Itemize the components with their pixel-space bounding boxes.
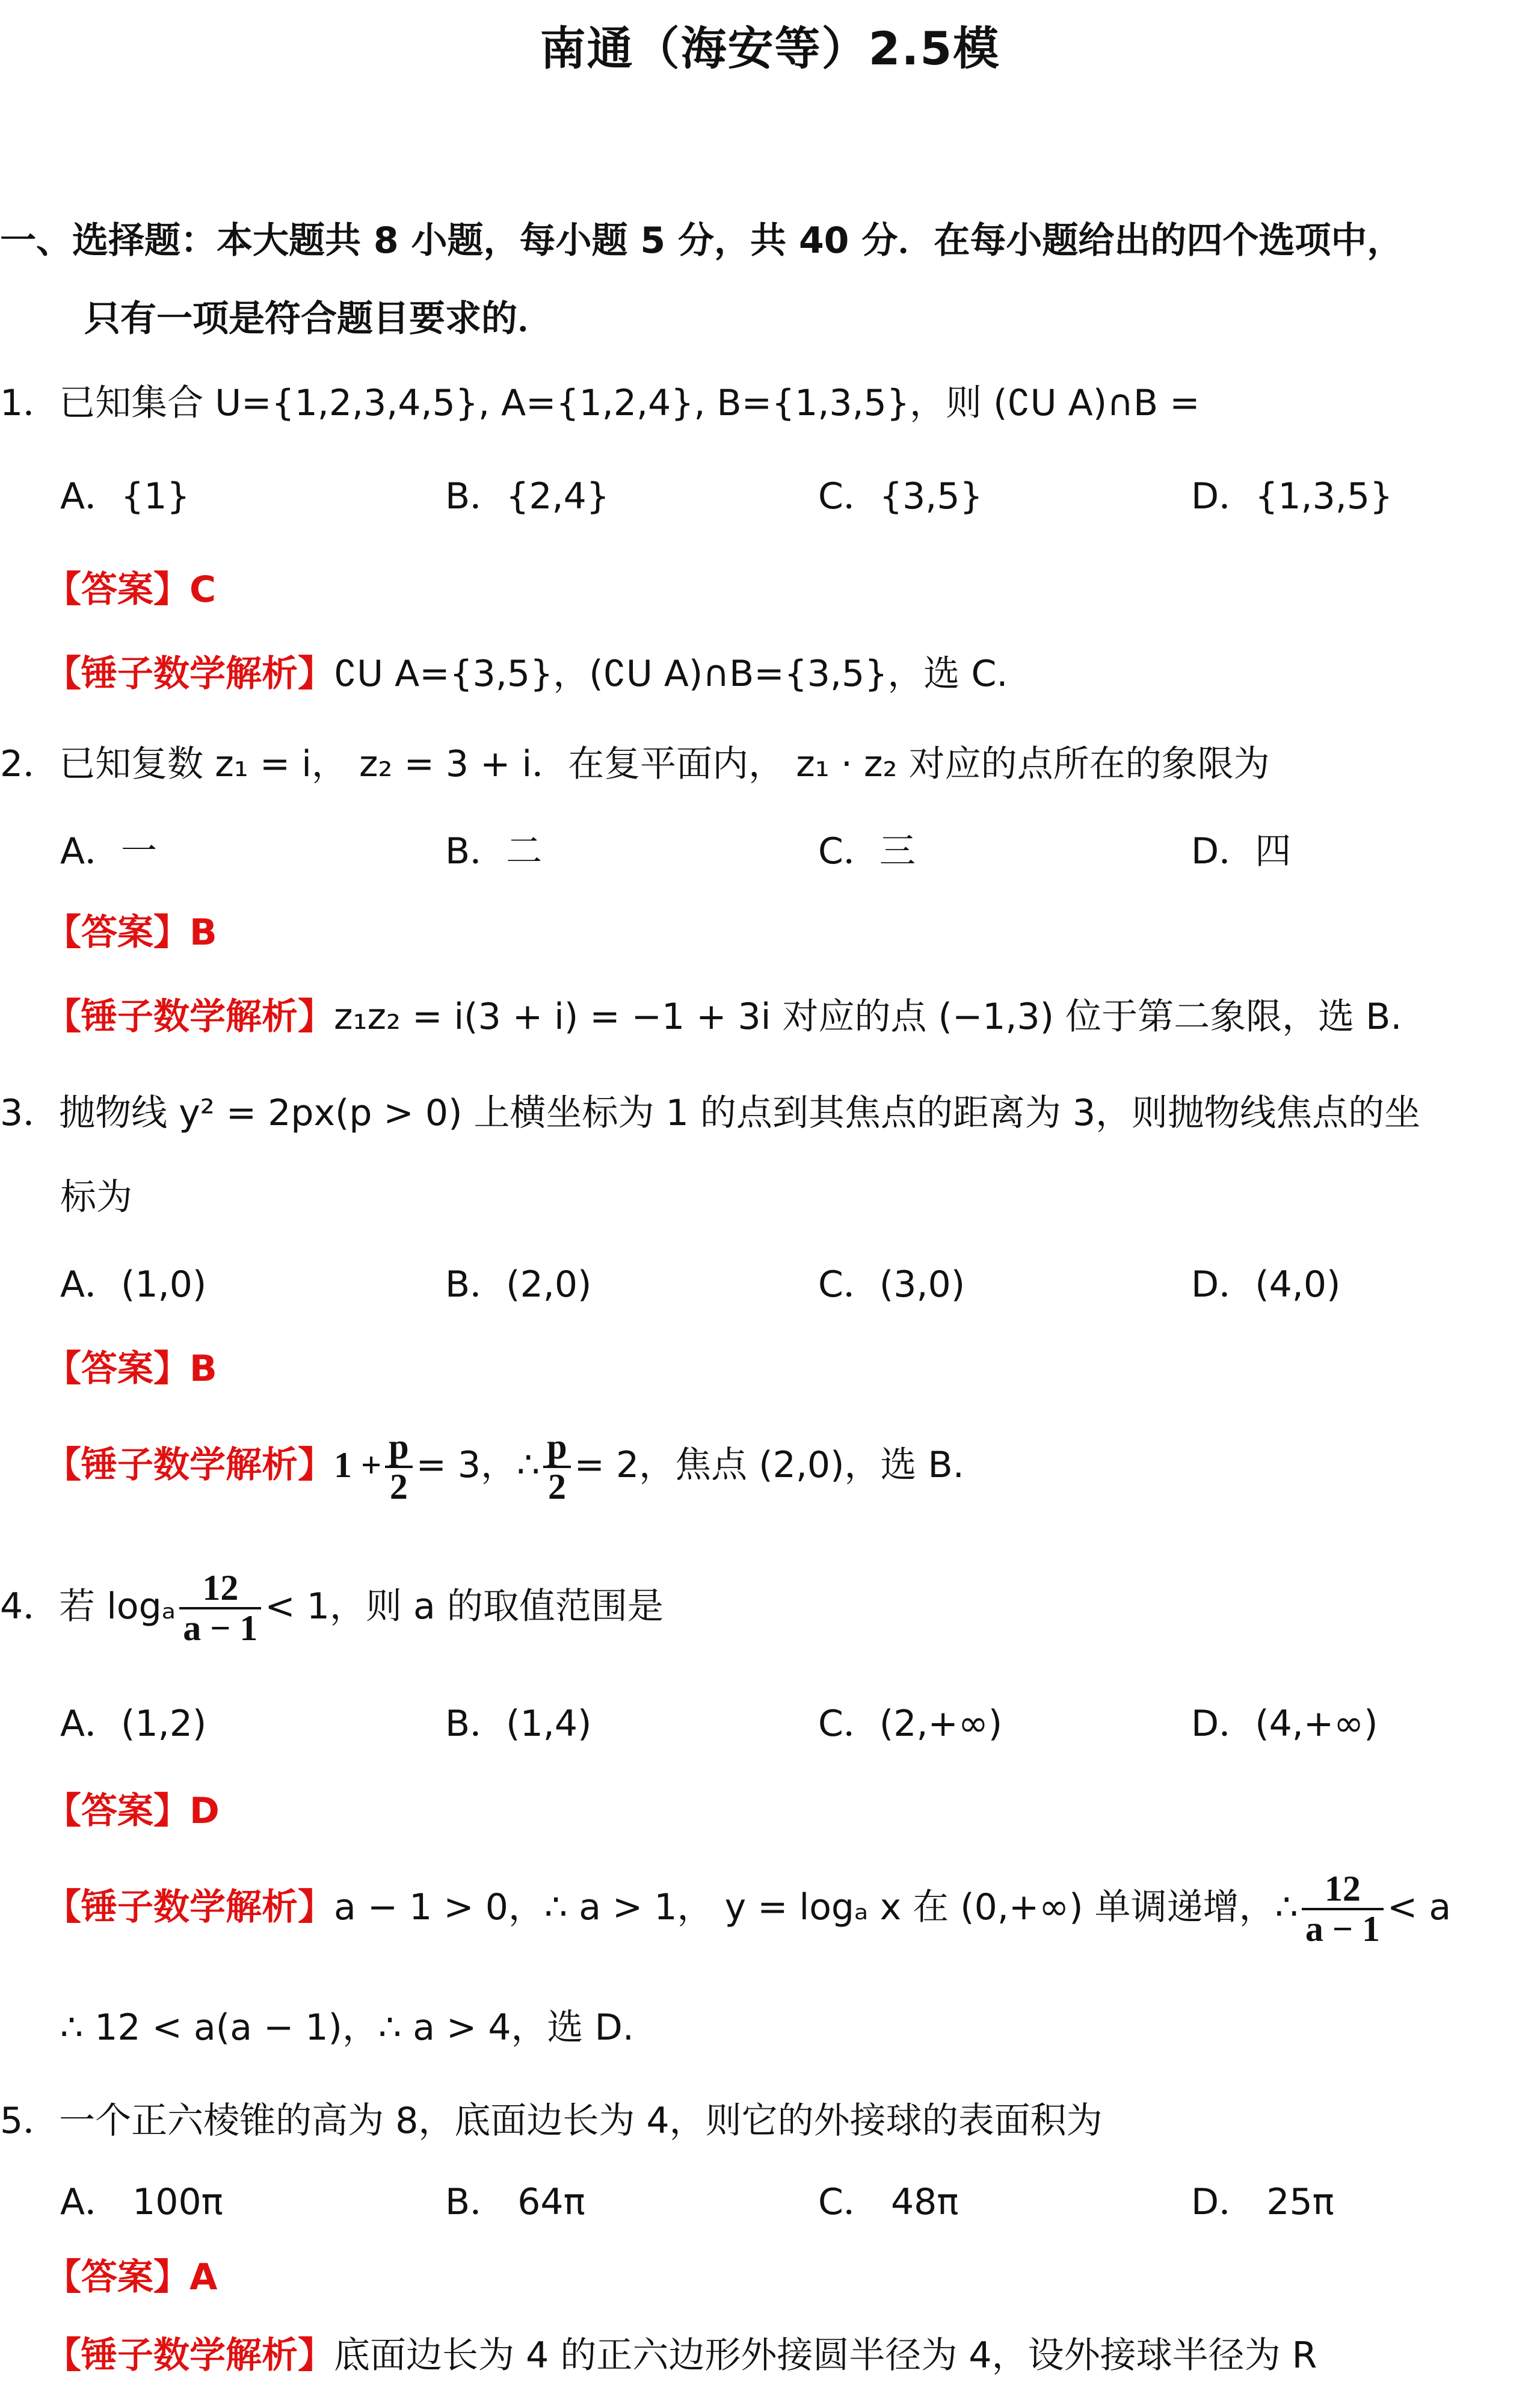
answer-label: 【答案】 xyxy=(45,2256,189,2298)
question-1-option-c: C．{3,5} xyxy=(818,475,983,517)
question-4-option-c: C．(2,+∞) xyxy=(818,1703,1003,1745)
fraction-denominator: a − 1 xyxy=(183,1608,258,1649)
fraction-denominator: a − 1 xyxy=(1305,1909,1381,1949)
fraction-12-over-a-minus-1 xyxy=(1302,1870,1384,1948)
fraction-numerator: p xyxy=(385,1428,412,1468)
question-2-stem: 2．已知复数 z₁ = i， z₂ = 3 + i．在复平面内， z₁ · z₂ 对应的点所在的象限为 xyxy=(0,743,1270,785)
fraction-numerator: 12 xyxy=(179,1569,261,1609)
analysis-label: 【锤子数学解析】 xyxy=(45,996,334,1038)
analysis-text-mid: = 3，∴ xyxy=(416,1444,540,1486)
question-3-answer xyxy=(45,1342,217,1396)
analysis-text-pre: a − 1 > 0，∴ a > 1， y = logₐ x 在 (0,+∞) 单调递增，∴ xyxy=(334,1886,1298,1928)
answer-label: 【答案】 xyxy=(45,1348,189,1390)
question-3-analysis xyxy=(45,1420,964,1510)
stem-text-pre: 4．若 logₐ xyxy=(0,1585,176,1627)
answer-value: D xyxy=(189,1790,220,1832)
question-5-answer xyxy=(45,2250,217,2304)
answer-label: 【答案】 xyxy=(45,1790,189,1832)
analysis-text: 底面边长为 4 的正六边形外接圆半径为 4，设外接球半径为 R xyxy=(334,2334,1317,2377)
analysis-label: 【锤子数学解析】 xyxy=(45,2334,334,2377)
page-title: 南通（海安等）2.5模 xyxy=(540,22,1000,75)
question-1-answer xyxy=(45,563,216,617)
question-3-option-b: B．(2,0) xyxy=(445,1263,592,1306)
question-2-option-a: A．一 xyxy=(60,830,158,872)
analysis-label: 【锤子数学解析】 xyxy=(45,653,334,695)
answer-value: A xyxy=(189,2256,218,2298)
question-5-option-d: D． 25π xyxy=(1191,2181,1334,2223)
analysis-label: 【锤子数学解析】 xyxy=(45,1886,334,1928)
question-5-option-b: B． 64π xyxy=(445,2181,585,2223)
question-3-option-a: A．(1,0) xyxy=(60,1263,207,1306)
stem-text-post: < 1，则 a 的取值范围是 xyxy=(265,1585,664,1627)
question-2-option-c: C．三 xyxy=(818,830,916,872)
question-4-option-a: A．(1,2) xyxy=(60,1703,207,1745)
question-5-option-a: A． 100π xyxy=(60,2181,223,2223)
analysis-text-post: < a xyxy=(1387,1886,1452,1928)
answer-label: 【答案】 xyxy=(45,912,189,954)
answer-label: 【答案】 xyxy=(45,569,189,611)
question-4-option-d: D．(4,+∞) xyxy=(1191,1703,1378,1745)
answer-value: C xyxy=(189,569,217,611)
fraction-numerator: 12 xyxy=(1302,1870,1384,1910)
question-1-stem: 1．已知集合 U={1,2,3,4,5}, A={1,2,4}, B={1,3,5}，则 (∁U A)∩B = xyxy=(0,382,1200,424)
question-4-stem xyxy=(0,1561,664,1652)
question-3-stem-continued: 标为 xyxy=(60,1176,132,1218)
question-1-option-b: B．{2,4} xyxy=(445,475,609,517)
section-heading-line-2: 只有一项是符合题目要求的． xyxy=(84,298,553,340)
question-5-option-c: C． 48π xyxy=(818,2181,959,2223)
fraction-denominator: 2 xyxy=(389,1467,408,1507)
question-3-option-d: D．(4,0) xyxy=(1191,1263,1341,1306)
question-2-analysis xyxy=(45,990,1402,1044)
question-2-option-d: D．四 xyxy=(1191,830,1292,872)
question-4-analysis-continued: ∴ 12 < a(a − 1)，∴ a > 4，选 D. xyxy=(60,2007,634,2049)
analysis-label: 【锤子数学解析】 xyxy=(45,1444,334,1486)
analysis-text-post: = 2，焦点 (2,0)，选 B. xyxy=(574,1444,964,1486)
fraction-p-over-2 xyxy=(543,1428,570,1506)
analysis-text: z₁z₂ = i(3 + i) = −1 + 3i 对应的点 (−1,3) 位于第二象限，选 B. xyxy=(334,996,1402,1038)
question-2-answer xyxy=(45,905,217,960)
question-4-answer xyxy=(45,1784,220,1838)
question-5-analysis xyxy=(45,2328,1317,2383)
question-2-option-b: B．二 xyxy=(445,830,543,872)
fraction-p-over-2 xyxy=(385,1428,412,1506)
fraction-12-over-a-minus-1 xyxy=(179,1569,261,1647)
question-5-stem: 5．一个正六棱锥的高为 8，底面边长为 4，则它的外接球的表面积为 xyxy=(0,2100,1103,2142)
analysis-text-pre: 1 + xyxy=(334,1445,382,1485)
question-1-option-d: D．{1,3,5} xyxy=(1191,475,1393,517)
question-4-option-b: B．(1,4) xyxy=(445,1703,592,1745)
analysis-text: ∁U A={3,5}，(∁U A)∩B={3,5}，选 C. xyxy=(334,653,1008,695)
question-4-analysis xyxy=(45,1862,1451,1952)
question-3-stem: 3．抛物线 y² = 2px(p > 0) 上横坐标为 1 的点到其焦点的距离为 3，则抛物线焦点的坐 xyxy=(0,1092,1421,1134)
answer-value: B xyxy=(189,1348,217,1390)
question-1-analysis xyxy=(45,647,1008,701)
fraction-denominator: 2 xyxy=(547,1467,566,1507)
answer-value: B xyxy=(189,912,217,954)
fraction-numerator: p xyxy=(543,1428,570,1468)
question-3-option-c: C．(3,0) xyxy=(818,1263,966,1306)
question-1-option-a: A．{1} xyxy=(60,475,190,517)
section-heading-line-1: 一、选择题：本大题共 8 小题，每小题 5 分，共 40 分．在每小题给出的四个选项中， xyxy=(0,220,1403,262)
